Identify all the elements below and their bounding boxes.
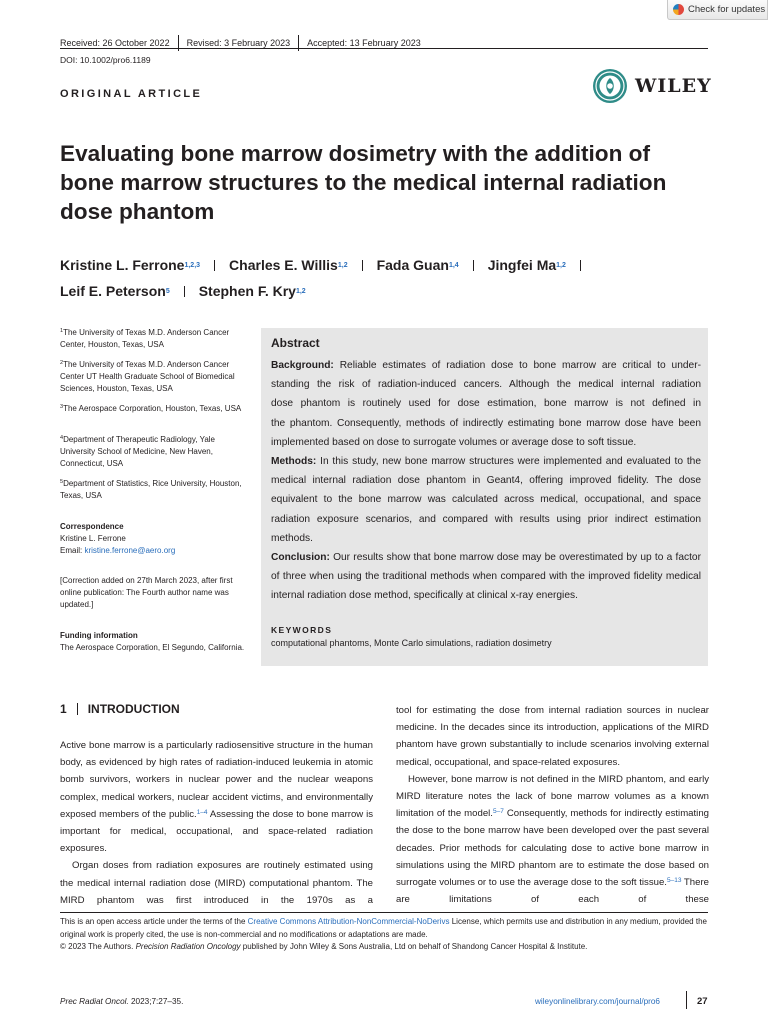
email-link[interactable]: kristine.ferrone@aero.org xyxy=(84,546,176,555)
divider xyxy=(580,260,581,271)
paragraph: Organ doses from radiation exposures are routinely estimated using the medical internal radiation dose (MIRD) computational phantom. The MIRD phantom was first introduced in the 1970s as a xyxy=(60,860,373,906)
revised-date: Revised: 3 February 2023 xyxy=(186,38,291,48)
doi: DOI: 10.1002/pro6.1189 xyxy=(60,55,151,65)
citation-link[interactable]: 5–7 xyxy=(492,808,504,816)
affiliation: $^4$Department of Therapeutic Radiology, Yale University School of Medicine, New Haven, Connecticut, USA xyxy=(60,435,216,468)
crossmark-icon xyxy=(673,4,684,15)
divider xyxy=(686,991,687,1009)
article-title: Evaluating bone marrow dosimetry with the addition of bone marrow structures to the medical internal radiation dose phantom xyxy=(60,141,667,224)
citation-link[interactable]: 5–13 xyxy=(666,877,682,885)
abstract-box xyxy=(261,328,708,666)
citation-link[interactable]: 1–4 xyxy=(196,808,208,816)
license-link[interactable]: Creative Commons Attribution-NonCommercial-NoDerivs xyxy=(247,917,450,926)
publisher-logo xyxy=(592,68,712,104)
funding-label: Funding information xyxy=(60,631,138,640)
paragraph: However, bone marrow is not defined in the MIRD phantom, and early MIRD literature notes the lack of bone marrow volumes as a known limitation of the model.$^{5-7}$ Consequently, methods for indirectly estimating the dose to the bone marrow have been developed over the past several decades. Prior methods for calculating dose to active bone marrow in simulations using the MIRD phantom are to estimate the dose based on surrogate volumes or to use the average dose to the soft tissue.$^{5-13}$ There are limitations of each of these xyxy=(396,773,709,906)
affiliation: $^5$Department of Statistics, Rice University, Houston, Texas, USA xyxy=(60,479,242,500)
funding xyxy=(60,630,250,654)
left-column xyxy=(60,737,373,909)
journal-website-link[interactable]: wileyonlinelibrary.com/journal/pro6 xyxy=(535,997,660,1006)
divider xyxy=(214,260,215,271)
paragraph: Active bone marrow is a particularly radiosensitive structure in the human body, as evidenced by high rates of radiation-induced leukemia in atomic bomb survivors, workers in nuclear power and the nuclear weapons complex, medical workers, nuclear accident victims, and environmentally exposed members of the public.$^{1-4}$ Assessing the dose to bone marrow is important for medical, occupational, and space-related radiation exposures. xyxy=(60,740,373,855)
abstract-background-line: dose phantom is routinely used for dose estimation, bone marrow is not defined in xyxy=(271,398,701,410)
abstract-heading: Abstract xyxy=(271,336,320,350)
journal-citation: Prec Radiat Oncol. 2023;7:27–35. xyxy=(60,997,184,1006)
paragraph: tool for estimating the dose from internal radiation sources in nuclear medicine. In the decades since its introduction, applications of the MIRD phantom have grown substantially to include scenarios involving external medical, occupational, and space-related exposures. xyxy=(396,705,709,768)
correspondence: Correspondence Kristine L. Ferrone Email: kristine.ferrone@aero.org xyxy=(60,522,176,555)
author[interactable]: Leif E. Peterson$^5$ xyxy=(60,283,170,299)
section-number: 1 xyxy=(60,702,67,716)
divider xyxy=(184,286,185,297)
affiliation: $^3$The Aerospace Corporation, Houston, Texas, USA xyxy=(60,404,242,413)
section-heading xyxy=(60,702,180,716)
abstract-conclusion: Conclusion: Our results show that bone marrow dose may be overestimated by up to a factor of three when using the traditional methods when compared with the improved fidelity medical internal radiation dose method, specifically at clinical x-ray energies. xyxy=(271,552,701,602)
correspondence-name: Kristine L. Ferrone xyxy=(60,534,126,543)
correction-note: [Correction added on 27th March 2023, after first online publication: The Fourth author name was updated.] xyxy=(60,576,233,609)
wiley-emblem-icon xyxy=(592,68,628,104)
correspondence-label: Correspondence xyxy=(60,522,124,531)
footer-rule xyxy=(60,912,708,913)
abstract-background-line: standing the risk of radiation-induced cancers. Although the medical internal radiation xyxy=(271,379,701,391)
accepted-date: Accepted: 13 February 2023 xyxy=(307,38,421,48)
article-type: ORIGINAL ARTICLE xyxy=(60,88,203,100)
divider xyxy=(77,703,78,715)
abstract-background-rest: the phantom. Consequently, methods of indirectly estimating bone marrow dose have been implemented based on dose to surrogate volumes or average dose to soft tissue. xyxy=(271,417,701,448)
author[interactable]: Jingfei Ma$^{1,2}$ xyxy=(487,257,566,273)
header-rule xyxy=(60,48,708,49)
right-column xyxy=(396,702,709,908)
affiliation: $^2$The University of Texas M.D. Anderson Cancer Center UT Health Graduate School of Biomedical Sciences, Houston, Texas, USA xyxy=(60,360,235,393)
keywords: computational phantoms, Monte Carlo simulations, radiation dosimetry xyxy=(271,638,552,648)
affiliation: $^1$The University of Texas M.D. Anderson Cancer Center, Houston, Texas, USA xyxy=(60,328,230,349)
keywords-label: KEYWORDS xyxy=(271,625,333,635)
author[interactable]: Fada Guan$^{1,4}$ xyxy=(376,257,459,273)
check-for-updates-button[interactable] xyxy=(667,0,768,20)
author-list xyxy=(60,252,720,304)
wiley-wordmark: WILEY xyxy=(635,75,712,97)
license-notice: This is an open access article under the terms of the Creative Commons Attribution-NonCommercial-NoDerivs License, which permits use and distribution in any medium, provided the original work is properly cited, the use is non-commercial and no modifications or adaptations are made. © 2023 The Authors. Precision Radiation Oncology published by John Wiley & Sons Australia, Ltd on behalf of Shandong Cancer Hospital & Institute. xyxy=(60,917,707,951)
section-title: INTRODUCTION xyxy=(87,702,180,716)
check-for-updates-label: Check for updates xyxy=(688,4,766,15)
author[interactable]: Charles E. Willis$^{1,2}$ xyxy=(229,257,348,273)
divider xyxy=(362,260,363,271)
page-number: 27 xyxy=(697,996,708,1007)
author[interactable]: Stephen F. Kry$^{1,2}$ xyxy=(198,283,306,299)
received-date: Received: 26 October 2022 xyxy=(60,38,170,48)
abstract-background: Background: Reliable estimates of radiation dose to bone marrow are critical to under- xyxy=(271,360,701,371)
funding-text: The Aerospace Corporation, El Segundo, California. xyxy=(60,643,245,652)
divider xyxy=(473,260,474,271)
abstract-methods: Methods: In this study, new bone marrow structures were implemented and evaluated to the medical internal radiation dose phantom in Geant4, offering improved fidelity. The dose equivalent to the bone marrow was calculated across medical, occupational, and space radiation exposure scenarios, and compared with results using prior indirect estimation methods. xyxy=(271,456,701,544)
author[interactable]: Kristine L. Ferrone$^{1,2,3}$ xyxy=(60,257,201,273)
